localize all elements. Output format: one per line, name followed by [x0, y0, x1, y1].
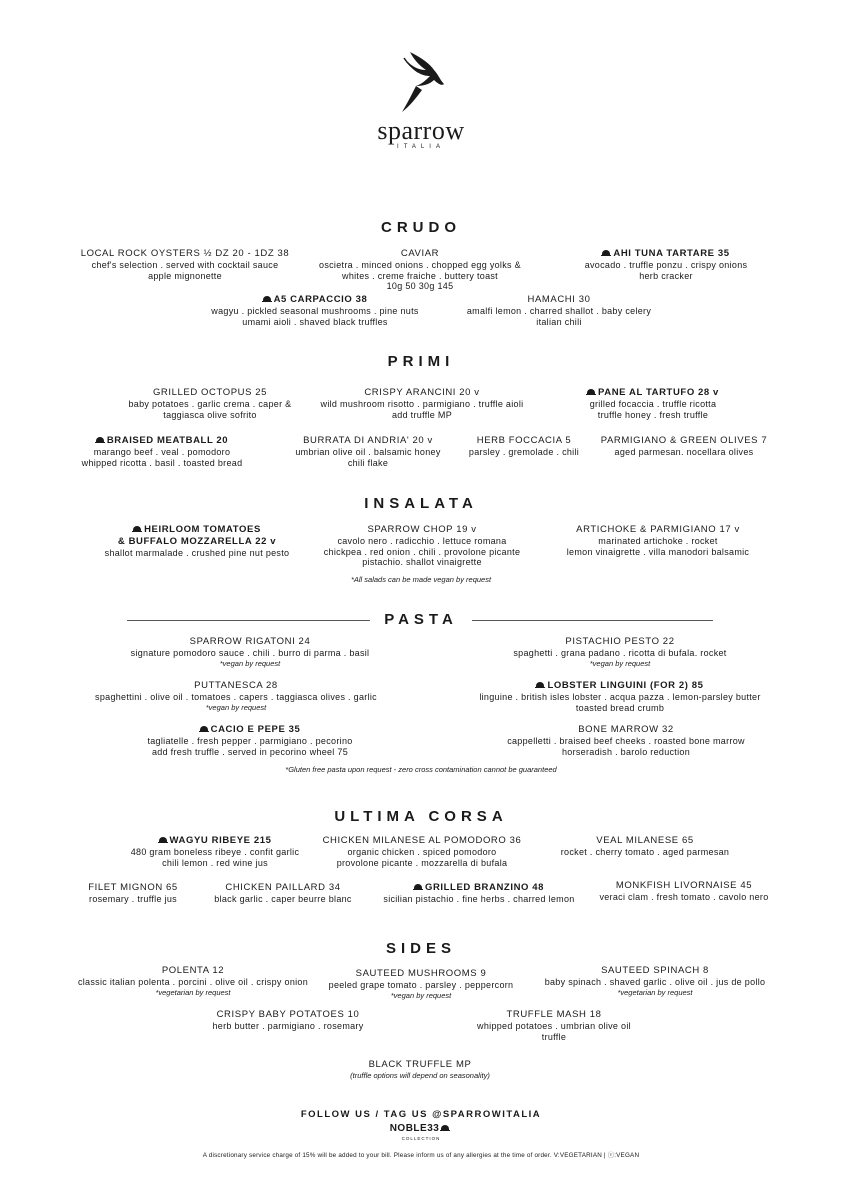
sparrow-bird-icon	[396, 50, 446, 116]
item-name: VEAL MILANESE 65	[596, 835, 694, 846]
item-desc: marango beef . veal . pomodoro	[93, 447, 231, 457]
item-desc: chef's selection . served with cocktail sauce	[91, 260, 279, 270]
menu-item-cacio-e-pepe	[100, 724, 400, 757]
item-name: BONE MARROW 32	[578, 724, 674, 735]
menu-item-polenta	[68, 965, 318, 998]
item-name: PISTACHIO PESTO 22	[565, 636, 675, 647]
item-desc: whites . creme fraiche . buttery toast	[342, 270, 498, 281]
item-note: (truffle options will depend on seasonality)	[350, 1071, 490, 1080]
item-desc: rocket . cherry tomato . aged parmesan	[560, 847, 730, 857]
brand-name: sparrow	[377, 116, 465, 145]
menu-item-heirloom-tomatoes	[92, 524, 302, 559]
menu-item-crispy-baby-potatoes	[200, 1009, 376, 1032]
item-price: 10g 50 30g 145	[386, 281, 454, 291]
item-desc: shallot marmalade . crushed pine nut pesto	[104, 548, 290, 558]
item-name: MONKFISH LIVORNAISE 45	[615, 880, 753, 891]
signature-hat-icon	[159, 837, 167, 842]
section-title-insalata: INSALATA	[364, 495, 478, 512]
item-name: CHICKEN MILANESE AL POMODORO 36	[322, 835, 522, 846]
menu-item-veal-milanese	[540, 835, 750, 858]
item-desc: rosemary . truffle jus	[89, 894, 177, 904]
menu-item-lobster-linguini	[450, 680, 790, 713]
item-name: BURRATA DI ANDRIA' 20 v	[303, 435, 433, 446]
item-name: HEIRLOOM TOMATOES	[144, 524, 261, 535]
item-name: AHI TUNA TARTARE 35	[613, 248, 730, 259]
item-desc: whipped ricotta . basil . toasted bread	[81, 457, 243, 468]
social-follow-text: FOLLOW US / TAG US @SPARROWITALIA	[300, 1109, 542, 1120]
menu-item-bone-marrow	[466, 724, 786, 757]
item-name: A5 CARPACCIO 38	[273, 294, 368, 305]
signature-hat-icon	[536, 682, 544, 687]
item-desc: organic chicken . spiced pomodoro	[347, 847, 497, 857]
item-note: *vegan by request	[219, 658, 281, 668]
item-note: *vegetarian by request	[155, 987, 231, 997]
item-desc: umbrian olive oil . balsamic honey	[295, 447, 441, 457]
menu-item-chicken-milanese	[312, 835, 532, 868]
menu-item-grilled-branzino	[374, 882, 584, 905]
section-title-primi: PRIMI	[387, 353, 455, 370]
item-name: CRISPY ARANCINI 20 v	[364, 387, 480, 398]
menu-item-foccacia	[456, 435, 592, 458]
item-desc: apple mignonette	[148, 270, 222, 281]
service-disclaimer: A discretionary service charge of 15% will be added to your bill. Please inform us of any allergies at the time of order. V:VEGETARIAN | ⓥ:VEGAN	[202, 1152, 640, 1159]
item-name: CAVIAR	[400, 248, 440, 259]
item-desc: wild mushroom risotto . parmigiano . truffle aioli	[320, 399, 524, 409]
item-desc: baby potatoes . garlic crema . caper &	[128, 399, 292, 409]
item-name: WAGYU RIBEYE 215	[169, 835, 272, 846]
menu-item-octopus	[110, 387, 310, 420]
signature-hat-icon	[133, 526, 141, 531]
item-name: SPARROW CHOP 19 v	[367, 524, 477, 535]
section-title-sides: SIDES	[385, 940, 456, 957]
item-desc: italian chili	[536, 316, 582, 327]
item-desc: herb cracker	[639, 270, 693, 281]
menu-item-meatball	[70, 435, 254, 468]
signature-hat-icon	[441, 1125, 449, 1130]
signature-hat-icon	[602, 250, 610, 255]
item-desc: truffle	[541, 1031, 567, 1042]
item-desc: oscietra . minced onions . chopped egg yolks &	[319, 260, 521, 270]
item-desc: veraci clam . fresh tomato . cavolo nero	[599, 892, 769, 902]
menu-item-oysters	[60, 248, 310, 281]
divider-right	[472, 620, 713, 621]
item-desc: taggiasca olive sofrito	[163, 409, 257, 420]
signature-hat-icon	[587, 389, 595, 394]
menu-item-monkfish	[590, 880, 778, 903]
item-name: ARTICHOKE & PARMIGIANO 17 v	[576, 524, 740, 535]
menu-item-caviar	[300, 248, 540, 292]
brand-subtitle: ITALIA	[397, 144, 445, 150]
item-note: *vegan by request	[205, 702, 267, 712]
signature-hat-icon	[263, 296, 271, 301]
item-name: POLENTA 12	[161, 965, 225, 976]
item-name: PARMIGIANO & GREEN OLIVES 7	[600, 435, 768, 446]
item-desc: marinated artichoke . rocket	[598, 536, 718, 546]
item-desc: chili flake	[347, 457, 389, 468]
item-desc: wagyu . pickled seasonal mushrooms . pine nuts	[211, 306, 419, 316]
item-name: CRISPY BABY POTATOES 10	[216, 1009, 360, 1020]
item-desc: amalfi lemon . charred shallot . baby celery	[466, 306, 652, 316]
item-desc: grilled focaccia . truffle ricotta	[589, 399, 717, 409]
item-desc: whipped potatoes . umbrian olive oil	[477, 1021, 631, 1031]
item-desc: truffle honey . fresh truffle	[597, 409, 709, 420]
menu-item-truffle-mash	[466, 1009, 642, 1042]
pasta-note: *Gluten free pasta upon request - zero cross contamination cannot be guaranteed	[285, 765, 557, 774]
item-name: SPARROW RIGATONI 24	[189, 636, 311, 647]
salad-note: *All salads can be made vegan by request	[350, 575, 492, 584]
item-desc: linguine . british isles lobster . acqua pazza . lemon-parsley butter	[479, 692, 761, 702]
item-name: GRILLED BRANZINO 48	[424, 882, 545, 893]
item-note: *vegan by request	[589, 658, 651, 668]
section-title-pasta: PASTA	[384, 611, 458, 628]
item-name: TRUFFLE MASH 18	[506, 1009, 602, 1020]
item-name: PUTTANESCA 28	[194, 680, 278, 691]
item-desc: chili lemon . red wine jus	[162, 857, 268, 868]
item-desc: cappelletti . braised beef cheeks . roasted bone marrow	[507, 736, 745, 746]
menu-item-artichoke	[538, 524, 778, 557]
item-desc: umami aioli . shaved black truffles	[242, 316, 388, 327]
signature-hat-icon	[200, 726, 208, 731]
item-note: *vegetarian by request	[617, 987, 693, 997]
menu-item-chicken-paillard	[200, 882, 366, 905]
item-note: *vegan by request	[390, 990, 452, 1000]
item-name: CACIO E PEPE 35	[210, 724, 301, 735]
menu-item-sparrow-chop	[310, 524, 534, 568]
item-desc: provolone picante . mozzarella di bufala	[336, 857, 508, 868]
item-desc: pistachio. shallot vinaigrette	[362, 557, 482, 567]
section-title-crudo: CRUDO	[381, 219, 461, 236]
restaurant-logo	[361, 50, 481, 150]
menu-item-black-truffle	[320, 1059, 520, 1082]
item-desc: avocado . truffle ponzu . crispy onions	[584, 260, 748, 270]
item-desc: horseradish . barolo reduction	[561, 746, 691, 757]
collection-label: COLLECTION	[401, 1136, 441, 1141]
menu-item-hamachi	[444, 294, 674, 327]
item-name: HAMACHI 30	[527, 294, 591, 305]
menu-item-ahi-tuna	[556, 248, 776, 281]
menu-item-carpaccio	[190, 294, 440, 327]
item-desc: baby spinach . shaved garlic . olive oil . jus de pollo	[544, 977, 766, 987]
item-desc: lemon vinaigrette . villa manodori balsamic	[566, 546, 750, 557]
item-desc: peeled grape tomato . parsley . peppercorn	[328, 980, 514, 990]
signature-hat-icon	[414, 884, 422, 889]
item-desc: black garlic . caper beurre blanc	[214, 894, 352, 904]
item-desc: classic italian polenta . porcini . olive oil . crispy onion	[77, 977, 309, 987]
item-name: FILET MIGNON 65	[88, 882, 178, 893]
item-name: SAUTEED MUSHROOMS 9	[355, 968, 487, 979]
item-name: LOCAL ROCK OYSTERS ½ DZ 20 - 1DZ 38	[80, 248, 290, 259]
item-desc: chickpea . red onion . chili . provolone picante	[323, 546, 521, 557]
item-desc: 480 gram boneless ribeye . confit garlic	[130, 847, 300, 857]
item-desc: add truffle MP	[391, 409, 453, 420]
item-desc: add fresh truffle . served in pecorino wheel 75	[151, 746, 349, 757]
item-desc: herb butter . parmigiano . rosemary	[212, 1021, 364, 1031]
menu-item-sauteed-mushrooms	[318, 968, 524, 1001]
menu-item-sauteed-spinach	[540, 965, 770, 998]
menu-item-arancini	[306, 387, 538, 420]
item-name: GRILLED OCTOPUS 25	[152, 387, 268, 398]
item-desc: cavolo nero . radicchio . lettuce romana	[337, 536, 507, 546]
item-desc: parsley . gremolade . chili	[468, 447, 580, 457]
noble33-wordmark: NOBLE33	[389, 1123, 440, 1134]
menu-item-pistachio-pesto	[470, 636, 770, 669]
item-name: CHICKEN PAILLARD 34	[225, 882, 341, 893]
noble33-logo	[0, 1124, 842, 1134]
item-desc: spaghettini . olive oil . tomatoes . capers . taggiasca olives . garlic	[95, 692, 377, 702]
item-desc: signature pomodoro sauce . chili . burro di parma . basil	[130, 648, 370, 658]
item-name: HERB FOCCACIA 5	[476, 435, 572, 446]
item-name: SAUTEED SPINACH 8	[601, 965, 709, 976]
signature-hat-icon	[96, 437, 104, 442]
menu-item-puttanesca	[76, 680, 396, 713]
item-name: & BUFFALO MOZZARELLA 22 v	[117, 536, 277, 547]
item-desc: toasted bread crumb	[575, 702, 665, 713]
menu-item-olives	[596, 435, 772, 458]
menu-item-pane-al-tartufo	[563, 387, 743, 420]
item-desc: aged parmesan. nocellara olives	[614, 447, 754, 457]
item-name: BLACK TRUFFLE MP	[368, 1059, 472, 1070]
item-name: LOBSTER LINGUINI (FOR 2) 85	[547, 680, 704, 691]
menu-item-wagyu-ribeye	[110, 835, 320, 868]
section-title-ultima-corsa: ULTIMA CORSA	[334, 808, 508, 825]
item-desc: sicilian pistachio . fine herbs . charred lemon	[383, 894, 575, 904]
menu-item-rigatoni	[100, 636, 400, 669]
item-name: PANE AL TARTUFO 28 v	[598, 387, 719, 398]
menu-item-burrata	[280, 435, 456, 468]
item-name: BRAISED MEATBALL 20	[106, 435, 229, 446]
item-desc: tagliatelle . fresh pepper . parmigiano . pecorino	[147, 736, 353, 746]
item-desc: spaghetti . grana padano . ricotta di bufala. rocket	[513, 648, 727, 658]
menu-item-filet-mignon	[78, 882, 188, 905]
